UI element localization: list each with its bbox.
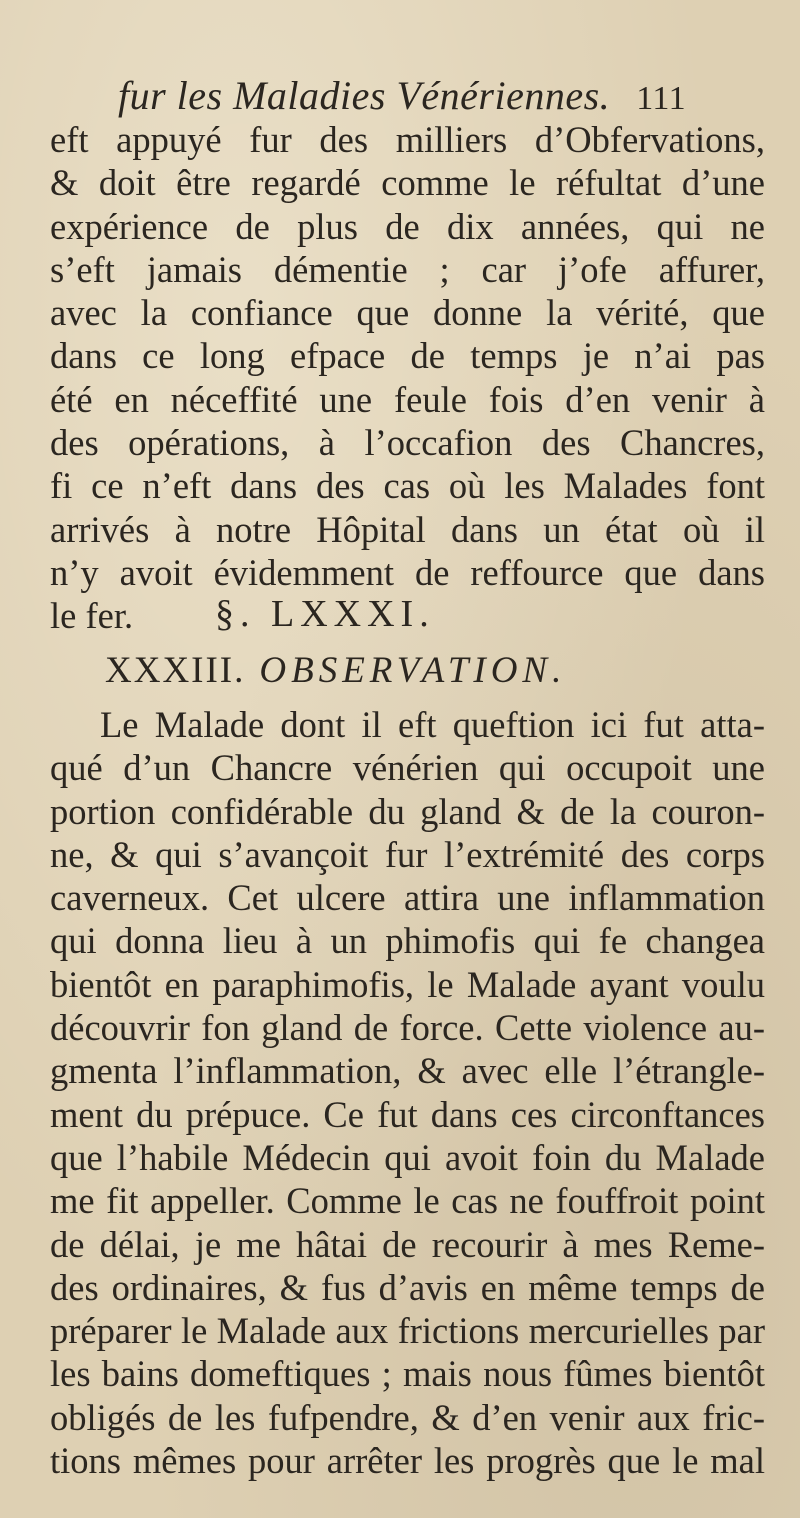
text-line: s’eft jamais démentie ; car j’ofe affurer, [50, 248, 765, 290]
page-number: 111 [636, 80, 687, 117]
text-line: expérience de plus de dix années, qui ne [50, 205, 765, 247]
text-line: que l’habile Médecin qui avoit foin du Malade [50, 1136, 765, 1178]
text-line: Le Malade dont il eft queftion ici fut atta- [100, 704, 765, 745]
text-line: les bains domeftiques ; mais nous fûmes bientôt [50, 1353, 765, 1395]
text-line: eft appuyé fur des milliers d’Obfervations, [50, 119, 765, 160]
text-line: découvrir fon gland de force. Cette violence au- [50, 1007, 765, 1049]
text-line: de délai, je me hâtai de recourir à mes Reme- [50, 1223, 765, 1265]
text-line: qué d’un Chancre vénérien qui occupoit une [50, 747, 765, 789]
text-line: qui donna lieu à un phimofis qui fe changea [50, 920, 765, 962]
text-line: & doit être regardé comme le réfultat d’une [50, 162, 765, 204]
text-line: ne, & qui s’avançoit fur l’extrémité des corps [50, 833, 765, 875]
text-line: des ordinaires, & fus d’avis en même temps de [50, 1266, 765, 1308]
text-line: avec la confiance que donne la vérité, que [50, 292, 765, 334]
text-line: portion confidérable du gland & de la couron- [50, 790, 765, 832]
text-line: fi ce n’eft dans des cas où les Malades font [50, 465, 765, 507]
text-line: dans ce long efpace de temps je n’ai pas [50, 335, 765, 377]
text-line: ment du prépuce. Ce fut dans ces circonftances [50, 1093, 765, 1135]
observation-title: OBSERVATION. [259, 650, 567, 691]
text-line: arrivés à notre Hôpital dans un état où il [50, 508, 765, 550]
text-line: gmenta l’inflammation, & avec elle l’étrangle- [50, 1050, 765, 1092]
observation-body [50, 703, 765, 1482]
text-line: bientôt en paraphimofis, le Malade ayant voulu [50, 963, 765, 1005]
section-mark: §. LXXXI. [215, 593, 435, 635]
text-line: été en néceffité une feule fois d’en venir à [50, 378, 765, 420]
text-line: des opérations, à l’occafion des Chancres, [50, 422, 765, 464]
text-line: obligés de les fufpendre, & d’en venir aux fric- [50, 1396, 765, 1438]
text-line: n’y avoit évidemment de reffource que dans [50, 551, 765, 593]
observation-heading [105, 647, 765, 695]
text-line: tions mêmes pour arrêter les progrès que le mal [50, 1440, 765, 1482]
text-line: le fer. [50, 595, 134, 637]
text-line: préparer le Malade aux frictions mercurielles par [50, 1310, 765, 1352]
paragraph-continuation [50, 118, 765, 638]
running-header [118, 72, 758, 123]
text-line: me fit appeller. Comme le cas ne fouffroit point [50, 1180, 765, 1222]
observation-number: XXXIII. [105, 650, 246, 691]
text-line: caverneux. Cet ulcere attira une inflammation [50, 877, 765, 919]
running-title: fur les Maladies Vénériennes. [118, 73, 611, 118]
